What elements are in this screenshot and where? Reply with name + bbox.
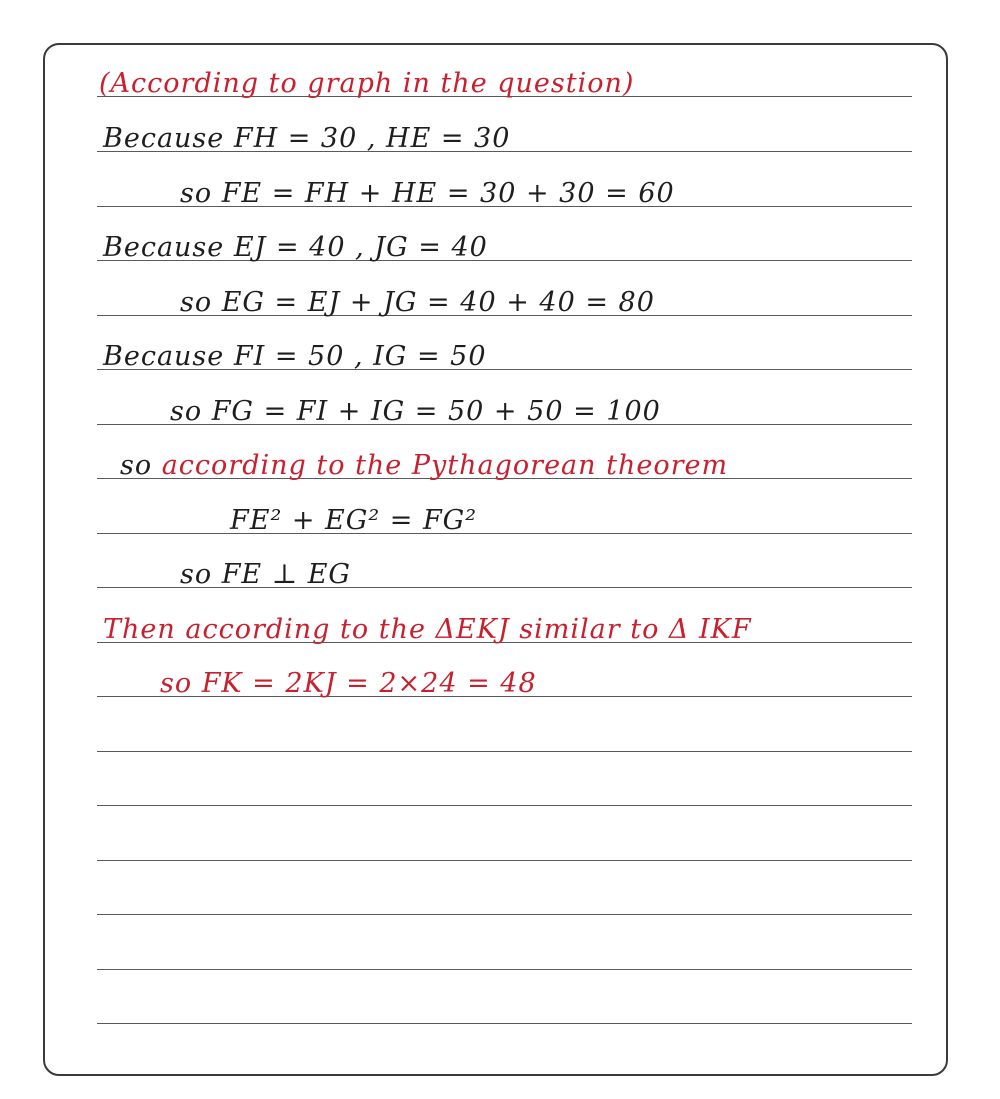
note-line-fk-result: so FK = 2KJ = 2×24 = 48 [160,668,537,699]
ruled-line [97,533,912,534]
note-line-similar: Then according to the ΔEKJ similar to Δ IKF [103,614,752,645]
note-line-pythagorean-text: according to the Pythagorean theorem [161,450,729,481]
note-line-because-fi-ig: Because FI = 50 , IG = 50 [103,341,487,372]
ruled-line [97,860,912,861]
ruled-line [97,751,912,752]
ruled-line [97,805,912,806]
note-line-heading: (According to graph in the question) [99,68,635,99]
note-line-so-fg: so FG = FI + IG = 50 + 50 = 100 [170,396,661,427]
note-line-so-eg: so EG = EJ + JG = 40 + 40 = 80 [180,287,655,318]
notebook-page [43,43,948,1076]
ruled-line [97,1023,912,1024]
note-line-pythagorean-prefix: so [120,450,162,481]
note-line-squares: FE² + EG² = FG² [230,505,478,536]
note-line-so-fe: so FE = FH + HE = 30 + 30 = 60 [180,178,675,209]
ruled-line [97,969,912,970]
ruled-line [97,914,912,915]
note-line-perpendicular: so FE ⊥ EG [180,559,351,590]
note-line-pythagorean [120,449,728,483]
note-line-because-fh-he: Because FH = 30 , HE = 30 [103,123,511,154]
note-line-because-ej-jg: Because EJ = 40 , JG = 40 [103,232,488,263]
